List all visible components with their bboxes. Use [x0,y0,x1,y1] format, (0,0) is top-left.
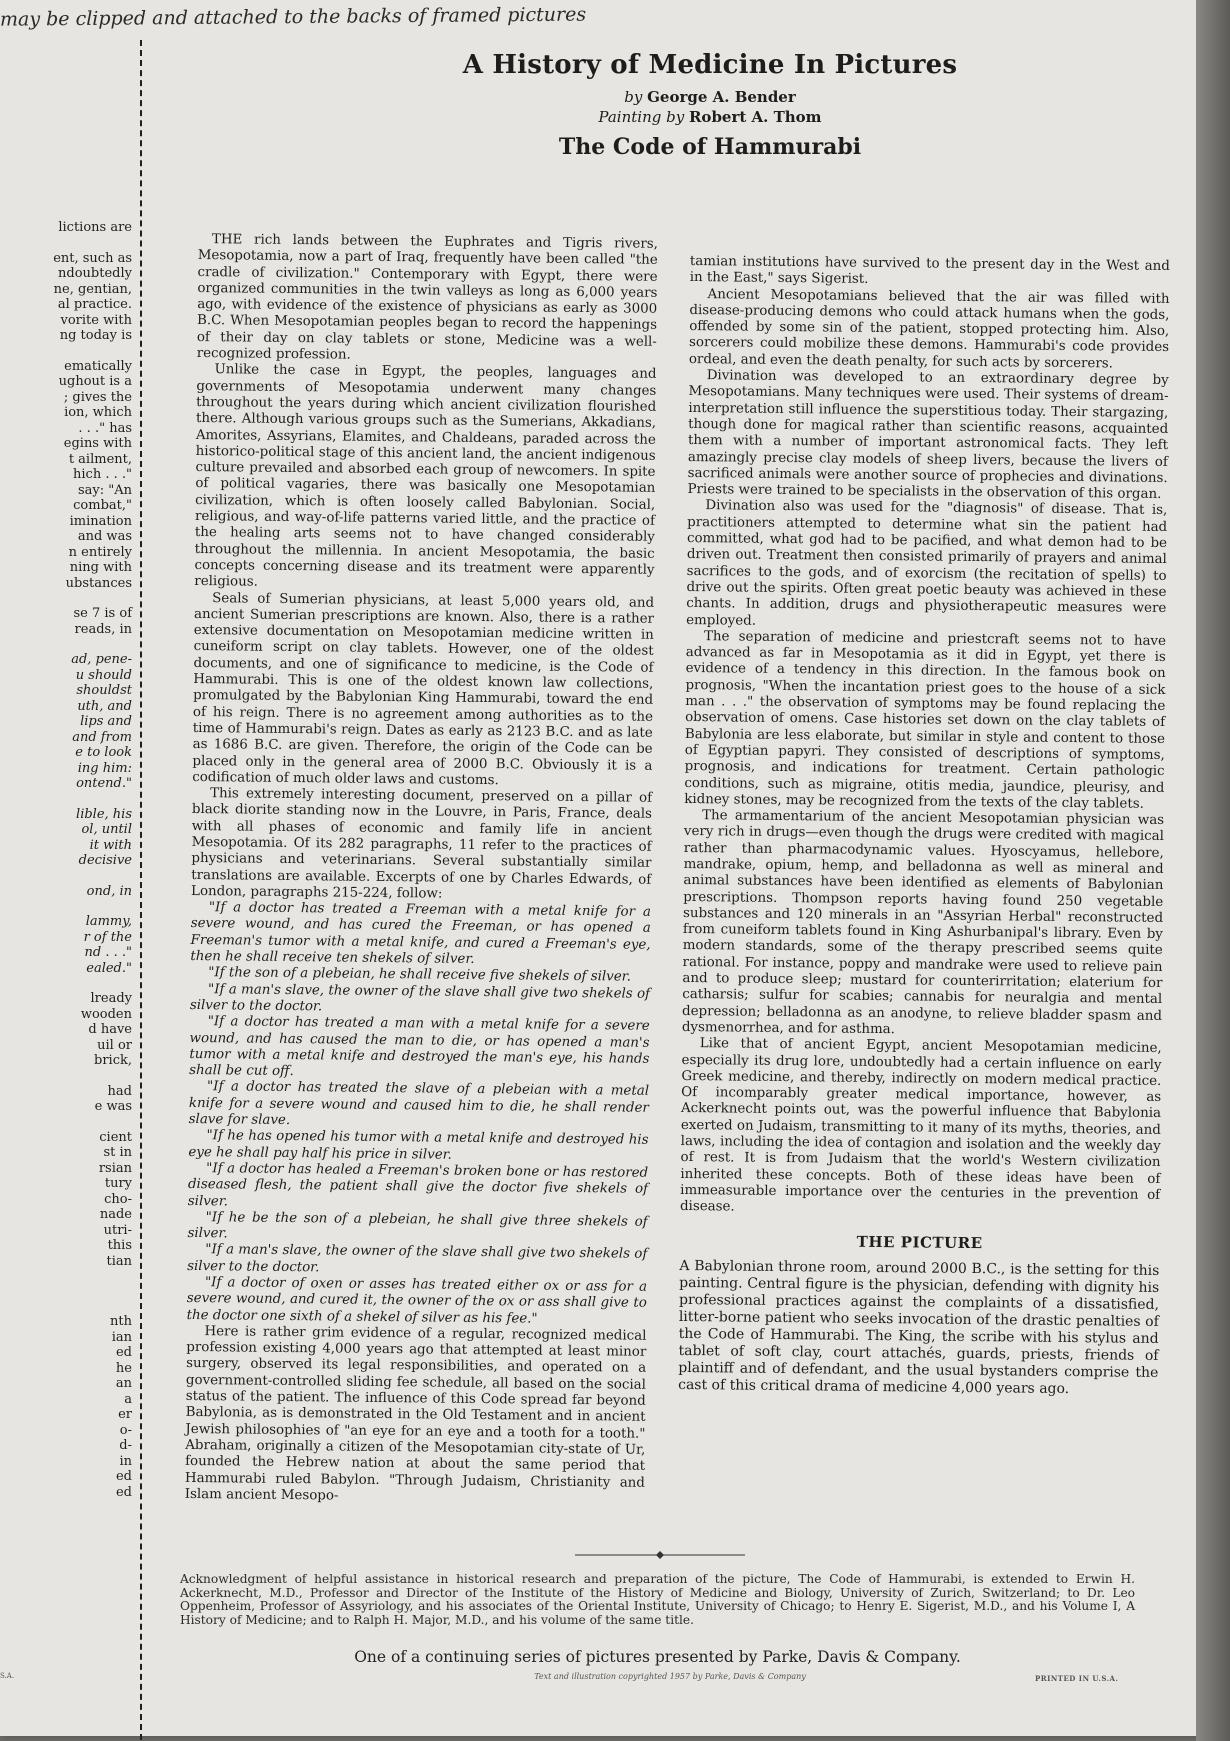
text-fragment: lictions are [58,220,132,235]
text-fragment: utri- [103,1222,132,1238]
series-credit: One of a continuing series of pictures presented by Parke, Davis & Company. [354,1648,961,1666]
text-fragment: and from [72,729,132,745]
paragraph: Seals of Sumerian physicians, at least 5,000 years old, and ancient Sumerian prescriptions are known. Also, there is a rather extensive documentation on Mesopotamian medicine written in cuneiform script on clay tablets. However, one of the oldest documents, and one of significance to medicine, is the Code of Hammurabi. This is one of the oldest known law collections, promulgated by the Babylonian King Hammurabi, toward the end of his reign. There is no agreement among authorities as to the time of Hammurabi's reign. Dates as early as 2123 B.C. and as late as 1686 B.C. are given. Therefore, the origin of the Code can be placed only in the general area of 2000 B.C. Obviously it is a codification of much older laws and customs. [192,590,655,788]
text-fragment: he [115,1360,132,1376]
text-fragment: tian [106,1253,132,1269]
text-fragment: t ailment, [68,451,132,467]
code-quote: "If a man's slave, the owner of the slave shall give two shekels of silver to the doctor. [187,1242,648,1276]
text-fragment: ed [115,1484,132,1500]
text-fragment: ughout is a [58,374,132,389]
fragment-gap [0,344,132,359]
text-fragment: ad, pene- [71,652,132,667]
text-fragment: st in [103,1145,132,1160]
paragraph: Unlike the case in Egypt, the peoples, languages and governments of Mesopotamia underwent many changes throughout the years during which ancient civilization flourished there. Although various groups such as the Sumerians, Akkadians, Amorites, Assyrians, Elamites, and Chaldeans, paraded across the historico-political stage of this ancient land, the ancient indigenous culture prevailed and absorbed each group of newcomers. In spite of political vagaries, there was basically one Mesopotamian civilization, which is often loosely called Babylonian. Social, religious, and way-of-life patterns varied little, and the practice of the healing arts seems not to have changed considerably throughout the millennia. In ancient Mesopotamia, the basic concepts concerning disease and its treatment were apparently religious. [194,362,657,590]
text-fragment: r of the [83,929,132,945]
painter-byline [430,108,990,126]
text-fragment: shouldst [76,683,132,698]
fragment-gap [0,899,132,914]
text-fragment: al practice. [57,297,132,312]
text-fragment: d have [88,1022,132,1037]
article-header [430,50,990,160]
painter-name: Robert A. Thom [688,108,822,126]
paragraph: The armamentarium of the ancient Mesopotamian physician was very rich in drugs—even though the drugs were credited with magical rather than pharmacodynamic values. Hyoscyamus, hellebore, mandrake, opium, hemp, and belladonna as well as mineral and animal substances have been identified as elements of Babylonian prescriptions. Thompson reports having found 250 vegetable substances and 120 minerals in an "Assyrian Herbal" reconstructed from cuneiform tablets found in King Ashurbanipal's library. Even by modern standards, some of the therapy prescribed seems quite rational. For instance, poppy and mandrake were used to relieve pain and to produce sleep; mustard for counterirritation; elaterium for catharsis; sulfur for scabies; cannabis for neuralgia and mental depression; belladonna as an anodyne, to relieve bladder spasm and dysmenorrhea, and for asthma. [681,808,1165,1038]
article-subtitle: The Code of Hammurabi [558,134,862,160]
text-fragment: nth [110,1314,132,1329]
cut-line [140,40,142,1740]
text-fragment: lips and [80,714,132,729]
text-fragment: brick, [94,1053,132,1068]
text-fragment: ning with [69,560,132,575]
text-fragment: wooden [80,1006,132,1022]
code-quote: "If a doctor has treated a Freeman with a metal knife for a severe wound, and has cured the Freeman, or has opened a Freeman's tumor with a metal knife, and cured a Freeman's eye, then he shall receive ten shekels of silver. [190,900,651,967]
text-fragment: ion, which [64,405,132,420]
text-fragment: o- [119,1422,132,1438]
text-fragment: lready [90,991,132,1006]
text-fragment: ematically [64,358,132,374]
text-fragment: er [118,1407,132,1422]
text-fragment: egins with [63,436,132,451]
text-fragment: nade [99,1207,132,1222]
text-fragment: cient [99,1129,132,1145]
text-fragment: u should [75,667,132,683]
paragraph: Divination was developed to an extraordinary degree by Mesopotamians. Many techniques were used. Their systems of dream-interpretation still influence the superstitious today. Their stargazing, though done for magical rather than scientific reasons, acquainted them with a number of important astronomical facts. They left amazingly precise clay models of sheep livers, because the livers of sacrificed animals were another source of prophecies and divinations. Priests were trained to be specialists in the observation of this organ. [687,368,1169,503]
text-fragment: se 7 is of [73,606,132,621]
by-prefix: by [624,88,643,106]
text-fragment: an [115,1376,132,1391]
code-quote: "If he has opened his tumor with a metal knife and destroyed his eye he shall pay half his price in silver. [188,1128,649,1163]
paragraph: Ancient Mesopotamians believed that the air was filled with disease-producing demons who could attack humans when the gods, offended by some sin of the patient, stopped protecting him. Also, sorcerers could mobilize these demons. Hammurabi's code provides ordeal, and even the death penalty, for such acts by sorcerers. [688,286,1170,372]
text-fragment: ian [111,1329,132,1345]
text-column-right [678,254,1170,1399]
text-fragment: ealed." [86,960,132,976]
paragraph: Here is rather grim evidence of a regular, recognized medical profession existing 4,000 years ago that attempted at least minor surgery, observed its legal responsibilities, and operated on a government-controlled sliding fee schedule, all based on the social status of the patient. The influence of this Code spread far beyond Babylonia, as is demonstrated in the Old Testament and in ancient Jewish philosophies of "an eye for an eye and a tooth for a tooth." Abraham, originally a citizen of the Mesopotamian city-state of Ur, founded the Hebrew nation at about the same period that Hammurabi ruled Babylon. "Through Judaism, Christianity and Islam ancient Mesopo- [184,1324,647,1504]
code-quote: "If a man's slave, the owner of the slave shall give two shekels of silver to the doctor. [189,981,651,1015]
text-fragment: ond, in [86,883,132,899]
code-quote: "If a doctor has treated the slave of a plebeian with a metal knife for a severe wound and caused him to die, he shall render slave for slave. [188,1079,650,1129]
text-fragment: uth, and [77,698,132,714]
fragment-gap [0,792,132,807]
fragment-gap [0,869,132,884]
author-name: George A. Bender [647,88,796,106]
text-fragment: ed [115,1345,132,1360]
text-fragment: had [107,1083,132,1099]
picture-heading: THE PICTURE [856,1232,983,1252]
paragraph: The separation of medicine and priestcraft seems not to have advanced as far in Mesopotamia as it did in Egypt, yet there is evidence of a tendency in this direction. In the famous book on prognosis, "When the incantation priest goes to the house of a sick man . . ." the observation of symptoms may be found replacing the observation of omens. Case histories set down on the clay tablets of Babylonia are less elaborate, but similar in style and content to those of Egyptian papyri. They consisted of descriptions of symptoms, prognosis, and indications for treatment. Certain pathologic conditions, such as migraine, otitis media, jaundice, pleurisy, and kidney stones, may be recognized from the texts of the clay tablets. [684,628,1167,812]
text-fragment: ent, such as [53,250,132,266]
paragraph: Divination also was used for the "diagnosis" of disease. That is, practitioners attempted to determine what sin the patient had committed, what god had to be pacified, and what demon had to be driven out. Treatment then consisted primarily of prayers and animal sacrifices to the gods, and of exorcism (the recitation of spells) to drive out the spirits. Often great poetic beauty was achieved in these chants. In addition, drugs and physiotherapeutic measures were employed. [686,498,1168,629]
paragraph: This extremely interesting document, preserved on a pillar of black diorite standing now in the Louvre, in Paris, France, deals with all phases of economic and family life in ancient Mesopotamia. Of its 282 paragraphs, 11 refer to the practices of physicians and veterinarians. Several substantially similar translations are available. Excerpts of one by Charles Edwards, of London, paragraphs 215-224, follow: [191,786,653,902]
acknowledgment: Acknowledgment of helpful assistance in historical research and preparation of the picture, The Code of Hammurabi, is extended to Erwin H. Ackerknecht, M.D., Professor and Director of the Institute of the History of Medicine and Biology, University of Zurich, Switzerland; to Dr. Leo Oppenheim, Professor of Assyriology, and his associates of the Oriental Institute, University of Chicago; to Henry E. Sigerist, M.D., and his Volume I, A History of Medicine; and to Ralph H. Major, M.D., and his volume of the same title. [180,1572,1135,1627]
text-fragment: ubstances [65,575,132,591]
text-fragment: e to look [75,745,132,760]
text-fragment: . . ." has [78,420,132,436]
text-fragment: this [107,1238,132,1253]
text-fragment: it with [89,837,132,853]
code-quote: "If he be the son of a plebeian, he shall give three shekels of silver. [187,1209,648,1242]
text-fragment: ing him: [77,760,132,776]
text-fragment: decisive [78,853,132,868]
painting-prefix: Painting by [598,108,685,126]
section-divider [575,1550,745,1560]
text-fragment: d- [119,1438,132,1453]
text-fragment: say: "An [77,482,132,498]
paragraph: tamian institutions have survived to the present day in the West and in the East," says Sigerist. [689,254,1170,288]
fragment-gap [0,976,132,991]
text-column-left [185,232,658,1508]
fragment-gap [0,591,132,606]
code-quote: "If a doctor has healed a Freeman's broken bone or has restored diseased flesh, the patient shall give the doctor five shekels of silver. [187,1161,649,1209]
fragment-gap [0,637,132,652]
text-fragment: ontend." [76,776,132,791]
text-fragment: and was [77,529,132,544]
text-fragment: combat," [73,498,132,513]
fragment-gap [0,1284,132,1299]
text-fragment: ; gives the [63,389,132,405]
code-quote: "If a doctor has treated a man with a metal knife for a severe wound, and has caused the man to die, or has opened a man's tumor with a metal knife and destroyed the man's eye, his hands shall be cut off. [189,1014,650,1080]
text-fragment: nd . . ." [84,945,132,960]
text-fragment: in [119,1453,132,1469]
text-fragment: e was [94,1099,132,1114]
code-quote: "If the son of a plebeian, he shall receive five shekels of silver. [208,965,631,985]
text-fragment: cho- [104,1191,132,1207]
paragraph: THE rich lands between the Euphrates and Tigris rivers, Mesopotamia, now a part of Iraq, frequently have been called "the cradle of civilization." Contemporary with Egypt, there were organized communities in the twin valleys as long as 6,000 years ago, with evidence of the existence of physicians as early as 3000 B.C. When Mesopotamian peoples began to record the happenings of their day on clay tablets or stone, Medicine was a well-recognized profession. [196,232,658,363]
text-fragment: tury [104,1176,132,1191]
paragraph: Like that of ancient Egypt, ancient Mesopotamian medicine, especially its drug lore, undoubtedly had a certain influence on early Greek medicine, and thereby, indirectly on modern medical practice. Of incomparably greater medical importance, however, as Ackerknecht points out, was the powerful influence that Babylonia exerted on Judaism, transmitting to it many of its myths, theories, and laws, including the idea of contagion and isolation and the weekly day of rest. It is from Judaism that the world's Western civilization inherited these concepts. Both of these ideas have been of immeasurable importance over the centuries in the prevention of disease. [679,1036,1162,1215]
fragment-gap [0,1069,132,1084]
text-fragment: hich . . ." [73,467,132,482]
fragment-gap [0,1115,132,1130]
author-byline [430,88,990,106]
text-fragment: vorite with [60,312,132,328]
fragment-gap [0,1269,132,1284]
text-fragment: a [124,1391,132,1407]
clip-note: may be clipped and attached to the backs of framed pictures [0,3,587,31]
text-fragment: lible, his [76,806,132,822]
copyright-notice: Text and illustration copyrighted 1957 by Parke, Davis & Company [534,1672,806,1681]
code-quote: "If a doctor of oxen or asses has treated either ox or ass for a severe wound, and cured it, the owner of the ox or ass shall give to the doctor one sixth of a shekel of silver as his fee." [186,1275,648,1327]
corner-fragment: S.A. [0,1672,15,1680]
adjacent-page-text-fragments [0,220,132,1500]
picture-description: A Babylonian throne room, around 2000 B.C., is the setting for this painting. Central figure is the physician, defending with dignity his professional practices against the complaints of a dissatisfied, litter-borne patient who seeks invocation of the drastic penalties of the Code of Hammurabi. The King, the scribe with his stylus and tablet of soft clay, court attachés, guards, priests, friends of plaintiff and of defendant, and the usual bystanders comprise the cast of this critical drama of medicine 4,000 years ago. [678,1257,1160,1397]
text-fragment: ndoubtedly [58,266,132,281]
article-title: A History of Medicine In Pictures [462,50,958,80]
fragment-gap [0,1299,132,1314]
text-fragment: reads, in [74,621,132,637]
text-fragment: rsian [98,1160,132,1176]
text-fragment: ng today is [59,328,132,343]
fragment-gap [0,236,132,251]
printed-in-notice: PRINTED IN U.S.A. [1035,1674,1119,1683]
text-fragment: imination [69,513,132,529]
text-fragment: uil or [97,1037,132,1053]
background-edge [1196,0,1230,1741]
text-fragment: ol, until [81,822,132,837]
text-fragment: lammy, [85,914,132,929]
text-fragment: ed [115,1469,132,1484]
text-fragment: n entirely [68,544,132,560]
text-fragment: ne, gentian, [53,281,132,297]
